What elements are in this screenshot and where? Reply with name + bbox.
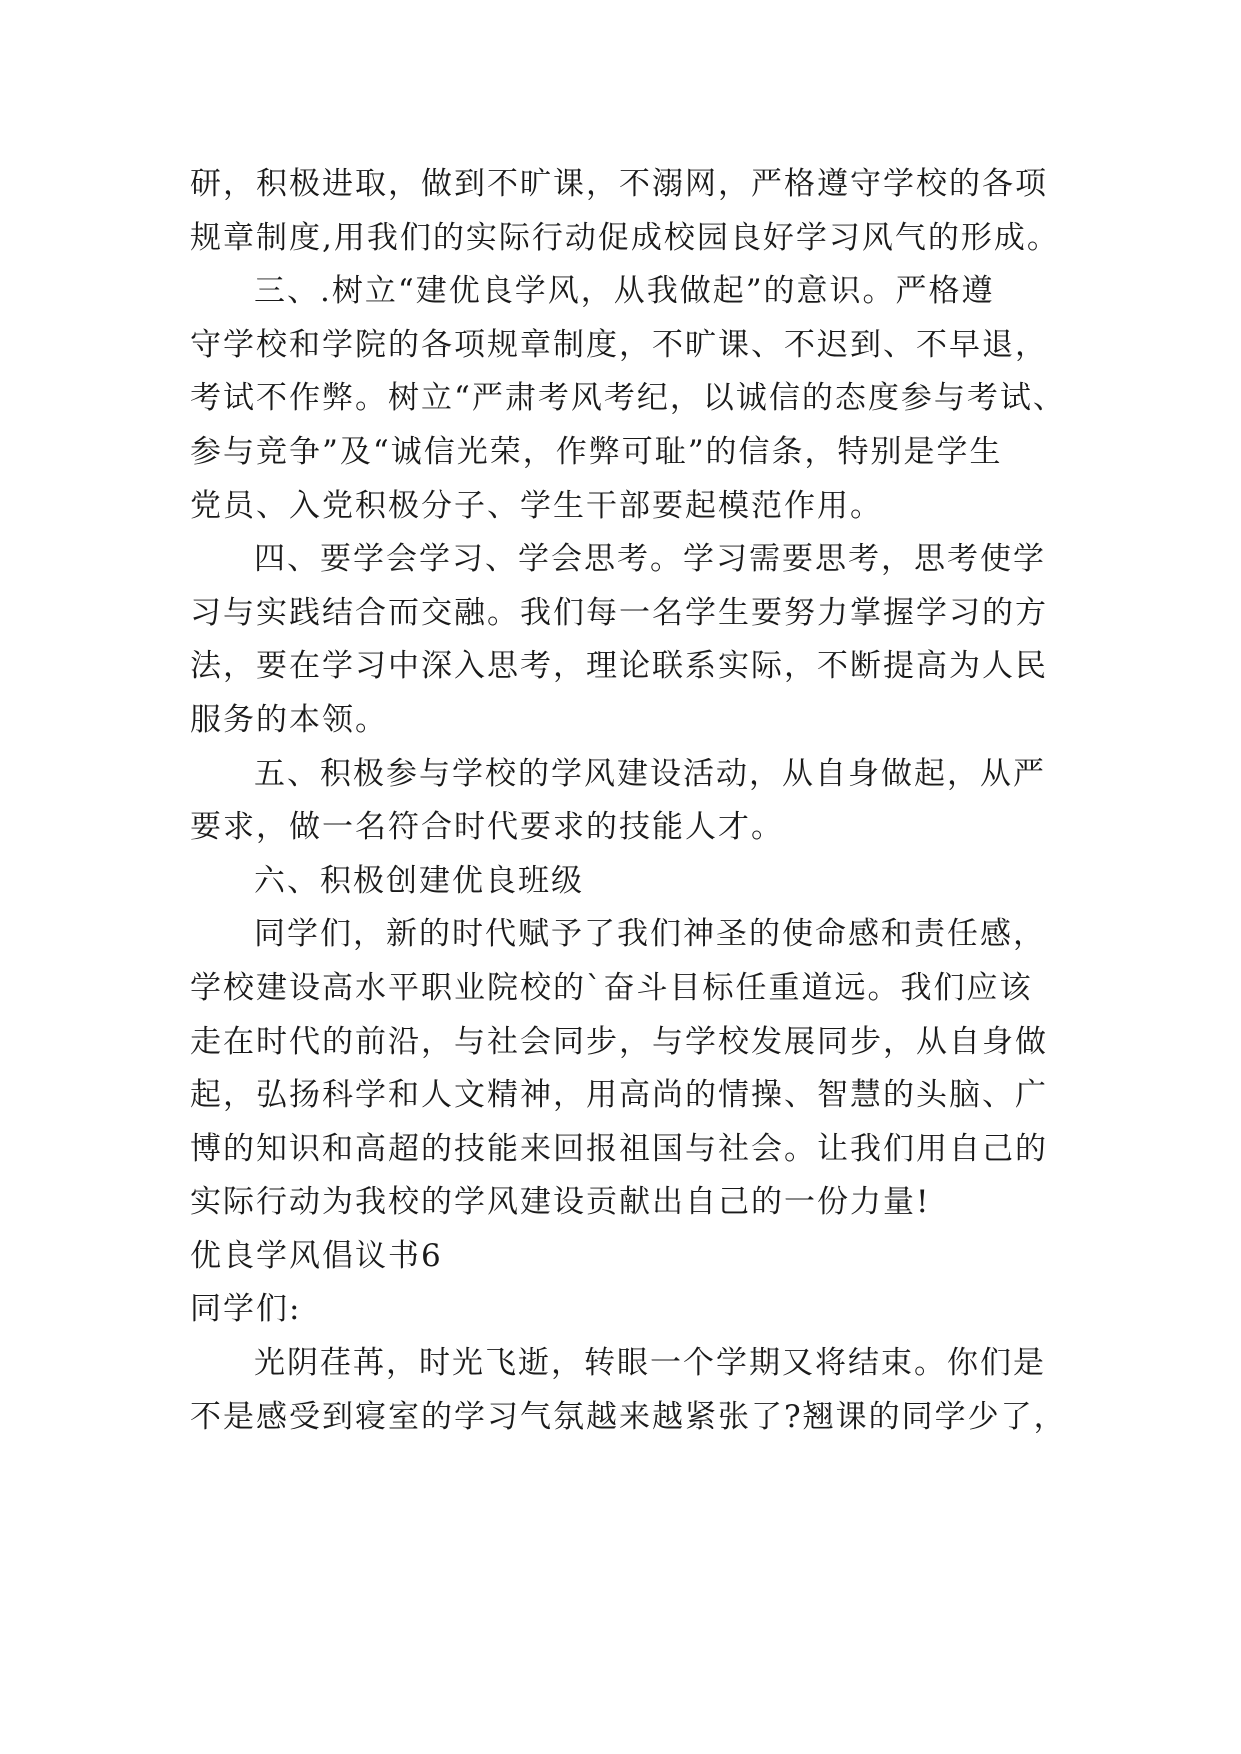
text-line-19: 博的知识和高超的技能来回报祖国与社会。让我们用自己的 [190,1130,1048,1167]
text-line-15: 同学们，新的时代赋予了我们神圣的使命感和责任感， [254,916,1046,953]
text-line-6: 参与竞争”及“诚信光荣，作弊可耻”的信条，特别是学生 [190,433,1003,470]
document-body [190,158,1090,1444]
text-line-20: 实际行动为我校的学风建设贡献出自己的一份力量! [190,1184,931,1221]
text-line-7: 党员、入党积极分子、学生干部要起模范作用。 [190,487,883,524]
text-line-10: 法，要在学习中深入思考，理论联系实际，不断提高为人民 [190,648,1048,685]
text-line-24: 不是感受到寝室的学习气氛越来越紧张了?翘课的同学少了， [190,1398,1067,1435]
text-line-11: 服务的本领。 [190,701,388,738]
text-line-16: 学校建设高水平职业院校的`奋斗目标任重道远。我们应该 [190,969,1033,1006]
text-line-3: 三、.树立“建优良学风，从我做起”的意识。严格遵 [254,273,995,310]
section-heading: 优良学风倡议书6 [190,1237,443,1274]
text-line-5: 考试不作弊。树立“严肃考风考纪，以诚信的态度参与考试、 [190,380,1066,417]
text-line-13: 要求，做一名符合时代要求的技能人才。 [190,809,784,846]
text-line-14: 六、积极创建优良班级 [254,862,584,899]
text-line-17: 走在时代的前沿，与社会同步，与学校发展同步，从自身做 [190,1023,1048,1060]
text-line-8: 四、要学会学习、学会思考。学习需要思考，思考使学 [254,541,1046,578]
text-line-23: 光阴荏苒，时光飞逝，转眼一个学期又将结束。你们是 [254,1345,1046,1382]
text-line-12: 五、积极参与学校的学风建设活动，从自身做起，从严 [254,755,1046,792]
text-line-2: 规章制度,用我们的实际行动促成校园良好学习风气的形成。 [190,219,1060,256]
text-line-1: 研，积极进取，做到不旷课，不溺网，严格遵守学校的各项 [190,166,1048,202]
text-line-4: 守学校和学院的各项规章制度，不旷课、不迟到、不早退， [190,326,1048,363]
text-line-18: 起，弘扬科学和人文精神，用高尚的情操、智慧的头脑、广 [190,1077,1048,1114]
text-line-9: 习与实践结合而交融。我们每一名学生要努力掌握学习的方 [190,594,1048,631]
salutation: 同学们: [190,1291,302,1328]
